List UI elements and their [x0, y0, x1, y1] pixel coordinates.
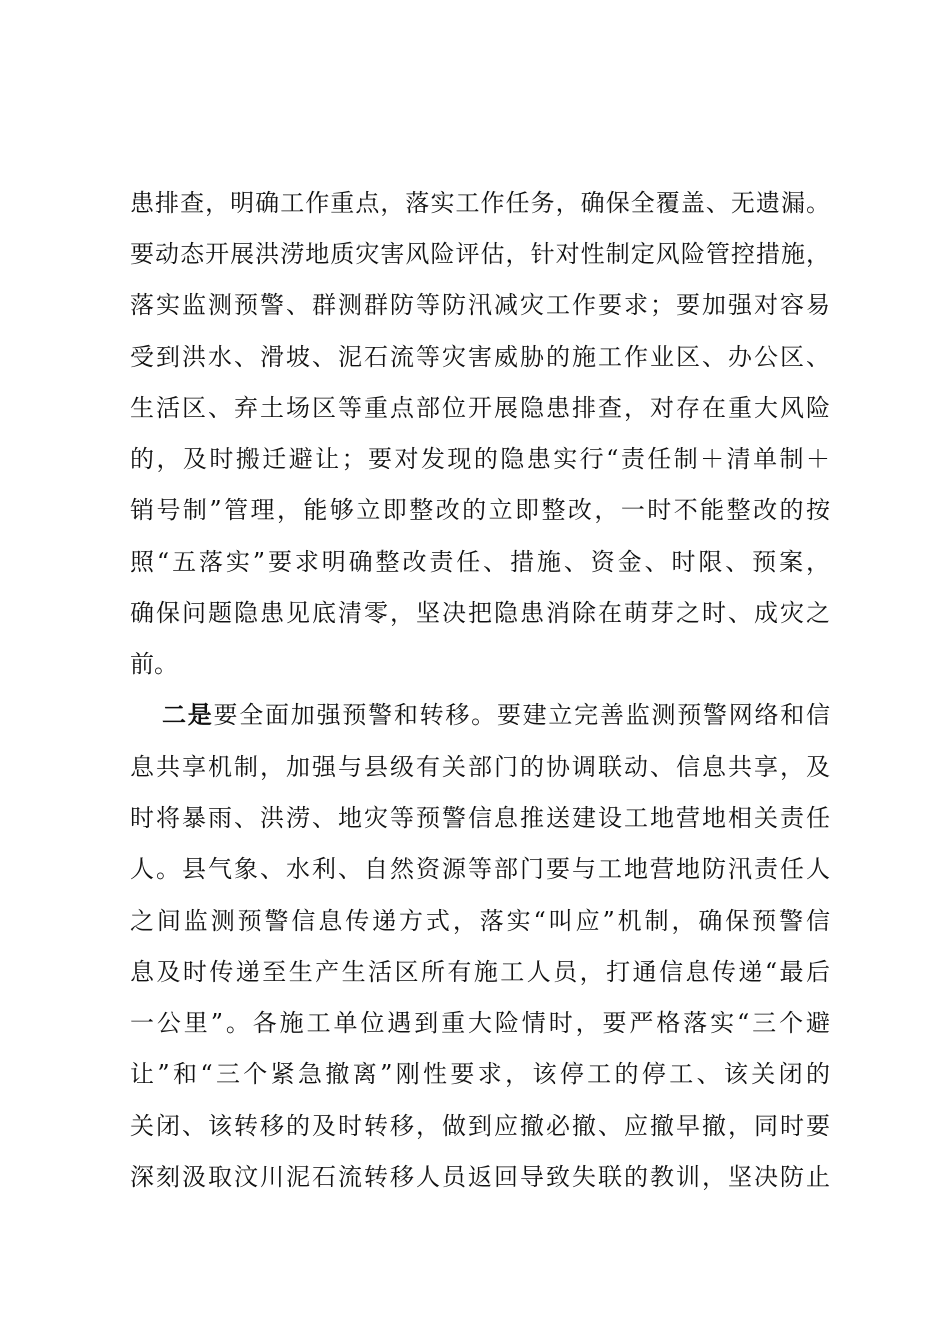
- paragraph-1-line-8: 照“五落实”要求明确整改责任、措施、资金、时限、预案，: [130, 548, 830, 576]
- paragraph-2-line-10: 深刻汲取汶川泥石流转移人员返回导致失联的教训，坚决防止: [130, 1163, 830, 1191]
- paragraph-1-line-6: 的，及时搬迁避让；要对发现的隐患实行“责任制＋清单制＋: [130, 445, 830, 473]
- paragraph-2-lead: 二是: [162, 700, 214, 729]
- paragraph-2-line-3: 时将暴雨、洪涝、地灾等预警信息推送建设工地营地相关责任: [130, 804, 830, 832]
- paragraph-1-line-3: 落实监测预警、群测群防等防汛减灾工作要求；要加强对容易: [130, 291, 830, 319]
- paragraph-2-line-9: 关闭、该转移的及时转移，做到应撤必撤、应撤早撤，同时要: [130, 1112, 830, 1140]
- paragraph-1-line-5: 生活区、弃土场区等重点部位开展隐患排查，对存在重大风险: [130, 394, 830, 422]
- paragraph-2-line-5: 之间监测预警信息传递方式，落实“叫应”机制，确保预警信: [130, 907, 830, 935]
- paragraph-1-line-4: 受到洪水、滑坡、泥石流等灾害威胁的施工作业区、办公区、: [130, 343, 830, 371]
- paragraph-1-line-9: 确保问题隐患见底清零，坚决把隐患消除在萌芽之时、成灾之: [130, 599, 830, 627]
- paragraph-2-line-1: [162, 700, 830, 730]
- paragraph-2-line-8: 让”和“三个紧急撤离”刚性要求，该停工的停工、该关闭的: [130, 1060, 830, 1088]
- paragraph-2-line-2: 息共享机制，加强与县级有关部门的协调联动、信息共享，及: [130, 753, 830, 781]
- paragraph-1-line-1: 患排查，明确工作重点，落实工作任务，确保全覆盖、无遗漏。: [130, 189, 830, 217]
- paragraph-2-line-7: 一公里”。各施工单位遇到重大险情时，要严格落实“三个避: [130, 1009, 830, 1037]
- paragraph-2-line-6: 息及时传递至生产生活区所有施工人员，打通信息传递“最后: [130, 958, 830, 986]
- paragraph-2-line-4: 人。县气象、水利、自然资源等部门要与工地营地防汛责任人: [130, 855, 830, 883]
- paragraph-1-line-10: 前。: [130, 650, 178, 678]
- paragraph-1-line-7: 销号制”管理，能够立即整改的立即整改，一时不能整改的按: [130, 496, 830, 524]
- paragraph-1-line-2: 要动态开展洪涝地质灾害风险评估，针对性制定风险管控措施，: [130, 240, 830, 268]
- paragraph-2-first-rest: 要全面加强预警和转移。要建立完善监测预警网络和信: [213, 701, 831, 729]
